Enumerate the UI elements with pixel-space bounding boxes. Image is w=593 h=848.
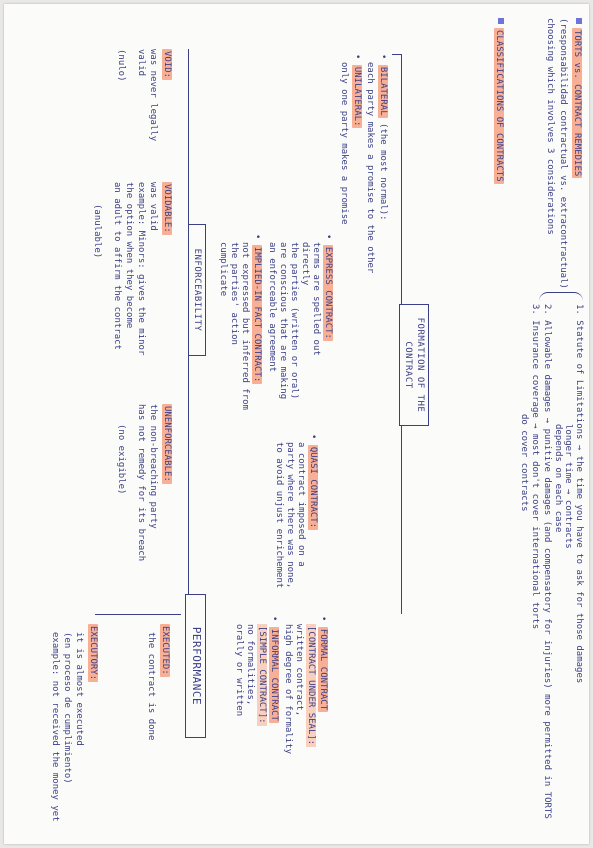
bilateral-note: (the most normal): (378, 123, 388, 221)
express-line-1: directly (300, 242, 310, 286)
unilateral-text: only one party makes a promise (339, 62, 349, 225)
implied-label: IMPLIED-IN FACT CONTRACT: (252, 246, 262, 383)
voidable-line-2: the option when they become (124, 182, 134, 329)
executed-entry (159, 624, 171, 677)
express-line-0: terms are spelled out (311, 242, 321, 356)
implied-line-1: the parties' action (229, 242, 239, 345)
torts-item-3a: do cover contracts (519, 414, 529, 512)
executed-text: the contract is done (146, 632, 156, 741)
executory-line-0: it is almost executed (74, 632, 84, 746)
formation-title-2: CONTRACT (402, 341, 413, 389)
express-line-4: an enforceable agreement (267, 242, 277, 373)
void-line-0: was never legally (148, 49, 158, 142)
torts-item-1: 1. Statute of Limitations → the time you have to ask for those damages (574, 304, 584, 684)
voidable-note: (anulable) (92, 204, 102, 259)
brace-mark (539, 292, 583, 301)
formal-line-1: high degree of formality (283, 624, 293, 755)
torts-item-1a: longer time → contracts (563, 424, 573, 549)
quasi-line-0: a contract imposed on a (296, 442, 306, 567)
enforceability-box (188, 224, 206, 356)
unilateral-label: UNILATERAL: (352, 66, 362, 127)
informal-line-0: no formalities, (245, 624, 255, 706)
informal-label: INFORMAL CONTRACT (269, 628, 279, 721)
torts-sub1: (responsabilidad contractual vs. extracontractual) (558, 18, 568, 289)
void-note: (nulo) (116, 49, 126, 82)
formation-box (399, 304, 429, 426)
executed-label: EXECUTED: (160, 626, 170, 675)
unenforceable-entry (161, 404, 173, 484)
square-bullet-icon (576, 18, 582, 24)
voidable-line-3: an adult to affirm the contract (112, 182, 122, 350)
executory-label: EXECUTORY: (88, 626, 98, 681)
paper-sheet (4, 4, 589, 844)
unilateral-entry: • UNILATERAL: (352, 54, 362, 127)
informal-entry: • INFORMAL CONTRACT (269, 616, 279, 721)
express-label: EXPRESS CONTRACT: (323, 246, 333, 339)
bilateral-entry: • BILATERAL (the most normal): (378, 54, 388, 221)
quasi-line-1: party where there was none, (285, 442, 295, 589)
informal-sub-text: [SIMPLE CONTRACT]: (257, 626, 267, 724)
square-bullet-icon (498, 18, 504, 24)
unenforceable-line-1: has not remedy for its breach (136, 404, 146, 562)
implied-line-0: not expressed but inferred from (240, 242, 250, 410)
express-line-2: the parties (written or oral) (289, 242, 299, 400)
unenforceable-label: UNENFORCEABLE: (162, 406, 172, 482)
quasi-label: QUASI CONTRACT: (308, 446, 318, 529)
executory-line-1: (en proceso de cumplimiento) (62, 632, 72, 784)
torts-item-3: 3. Insurance coverage → most don't cover international torts (530, 304, 540, 630)
express-entry: • EXPRESS CONTRACT: (323, 234, 333, 339)
executory-entry (87, 624, 99, 682)
rotated-notes (4, 4, 589, 844)
bilateral-text: each party makes a promise to the other (365, 62, 375, 274)
formal-label: FORMAL CONTRACT (318, 628, 328, 711)
formal-line-0: written contract, (294, 624, 304, 717)
voidable-label: VOIDABLE: (162, 184, 172, 233)
quasi-entry: • QUASI CONTRACT: (308, 434, 318, 529)
voidable-line-0: was valid (148, 182, 158, 231)
void-entry (161, 49, 173, 80)
implied-entry: • IMPLIED-IN FACT CONTRACT: (252, 234, 262, 383)
express-line-3: are conscious that are making (278, 242, 288, 400)
unenforceable-note: (no exigible) (116, 424, 126, 495)
performance-title: PERFORMANCE (190, 626, 203, 706)
unenforceable-line-0: the non-breaching party (148, 404, 158, 529)
torts-heading (571, 18, 583, 178)
void-line-1: valid (136, 49, 146, 77)
executory-line-2: example: not received the money yet (50, 632, 60, 822)
performance-box (185, 594, 206, 738)
voidable-entry (161, 182, 173, 235)
torts-title: TORTS vs. CONTRACT REMEDIES (572, 30, 582, 177)
voidable-line-1: example: Minors: gives the minor (136, 182, 146, 356)
informal-line-1: orally or written (234, 624, 244, 717)
connector-line (95, 614, 181, 615)
torts-sub2: choosing which involves 3 considerations (545, 18, 555, 235)
formal-entry: • FORMAL CONTRACT (318, 616, 328, 711)
void-label: VOID: (162, 51, 172, 79)
bilateral-label: BILATERAL (378, 66, 388, 116)
torts-item-2: 2. Allowable damages → punitive damages (and compensatory for injuries) more permitted in TORTS (542, 304, 552, 819)
enforceability-title: ENFORCEABILITY (192, 248, 202, 332)
torts-item-1b: depends on each case (553, 424, 563, 533)
connector-line (392, 54, 402, 55)
quasi-line-2: to avoid unjust enrichement (274, 442, 284, 589)
classifications-title: CLASSIFICATIONS OF CONTRACTS (494, 30, 504, 182)
classifications-heading (493, 18, 505, 184)
formal-sub-text: [CONTRACT UNDER SEAL]: (306, 626, 316, 746)
formation-title-1: FORMATION OF THE (415, 317, 425, 413)
implied-line-2: cumplicate (218, 242, 228, 297)
formal-sub (305, 624, 317, 747)
informal-sub (256, 624, 268, 726)
